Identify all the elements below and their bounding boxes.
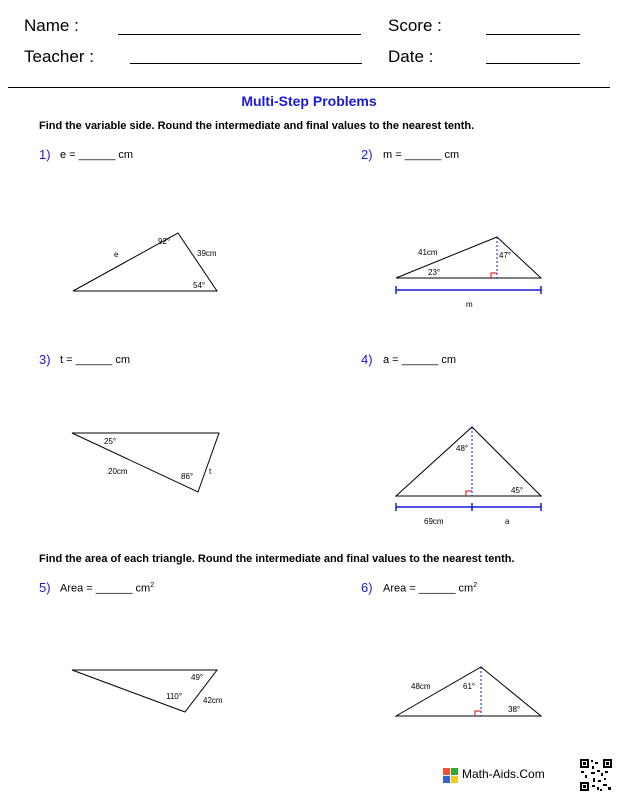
problem-6-prompt: Area = ______ $cm^2$ bbox=[383, 582, 478, 595]
problem-3-number: 3) bbox=[39, 352, 51, 367]
tri1-side-right: 39cm bbox=[197, 249, 217, 258]
problem-2-number: 2) bbox=[361, 147, 373, 162]
teacher-label: Teacher : bbox=[24, 47, 94, 66]
qr-code-icon bbox=[579, 758, 613, 792]
problem-6-sup: 2 bbox=[473, 582, 478, 589]
tri6-angle-right: 38° bbox=[508, 705, 521, 714]
page-title: Multi-Step Problems bbox=[241, 93, 377, 109]
tri4-angle-top: 48° bbox=[456, 444, 469, 453]
tri1-side-left: e bbox=[114, 250, 119, 259]
tri4-angle-right: 45° bbox=[511, 486, 524, 495]
tri5-angle-bottom: 110° bbox=[166, 692, 182, 701]
tri5-side-right: 42cm bbox=[203, 696, 223, 705]
tri2-angle-left: 23° bbox=[428, 268, 441, 277]
tri2-base: m bbox=[466, 300, 473, 309]
tri6-right-angle bbox=[475, 711, 481, 716]
tri3-side-right: t bbox=[209, 467, 212, 476]
tri3-side-bottom: 20cm bbox=[108, 467, 128, 476]
tri2-side-left: 41cm bbox=[418, 248, 438, 257]
tri6-side-left: 48cm bbox=[411, 682, 431, 691]
tri1-angle-right: 54° bbox=[193, 281, 206, 290]
problem-5-sup: 2 bbox=[150, 582, 155, 589]
instructions-part2: Find the area of each triangle. Round the intermediate and final values to the nearest tenth. bbox=[39, 553, 515, 565]
tri4-base-left: 69cm bbox=[424, 517, 444, 526]
problem-5-number: 5) bbox=[39, 580, 51, 595]
problem-5-prompt: Area = ______ $cm^2$ bbox=[60, 582, 155, 595]
problem-1-number: 1) bbox=[39, 147, 51, 162]
score-label: Score : bbox=[388, 16, 442, 35]
problem-1-prompt: e = ______ cm bbox=[60, 149, 134, 161]
problem-6-number: 6) bbox=[361, 580, 373, 595]
tri6-angle-top: 61° bbox=[463, 682, 476, 691]
tri1-angle-top: 92° bbox=[158, 237, 171, 246]
tri3-angle-bottom: 86° bbox=[181, 472, 194, 481]
date-label: Date : bbox=[388, 47, 434, 66]
problem-2-prompt: m = ______ cm bbox=[383, 149, 460, 161]
problem-4-number: 4) bbox=[361, 352, 373, 367]
tri3-angle-left: 25° bbox=[104, 437, 117, 446]
problem-4-prompt: a = ______ cm bbox=[383, 354, 457, 366]
footer-brand[interactable]: Math-Aids.Com bbox=[462, 767, 545, 781]
tri2-angle-top: 47° bbox=[499, 251, 512, 260]
calculator-icon bbox=[443, 768, 458, 783]
tri5-angle-right: 49° bbox=[191, 673, 204, 682]
instructions-part1: Find the variable side. Round the intermediate and final values to the nearest tenth. bbox=[39, 120, 475, 132]
name-label: Name : bbox=[24, 16, 79, 35]
tri4-base-right: a bbox=[505, 517, 510, 526]
problem-3-prompt: t = ______ cm bbox=[60, 354, 131, 366]
